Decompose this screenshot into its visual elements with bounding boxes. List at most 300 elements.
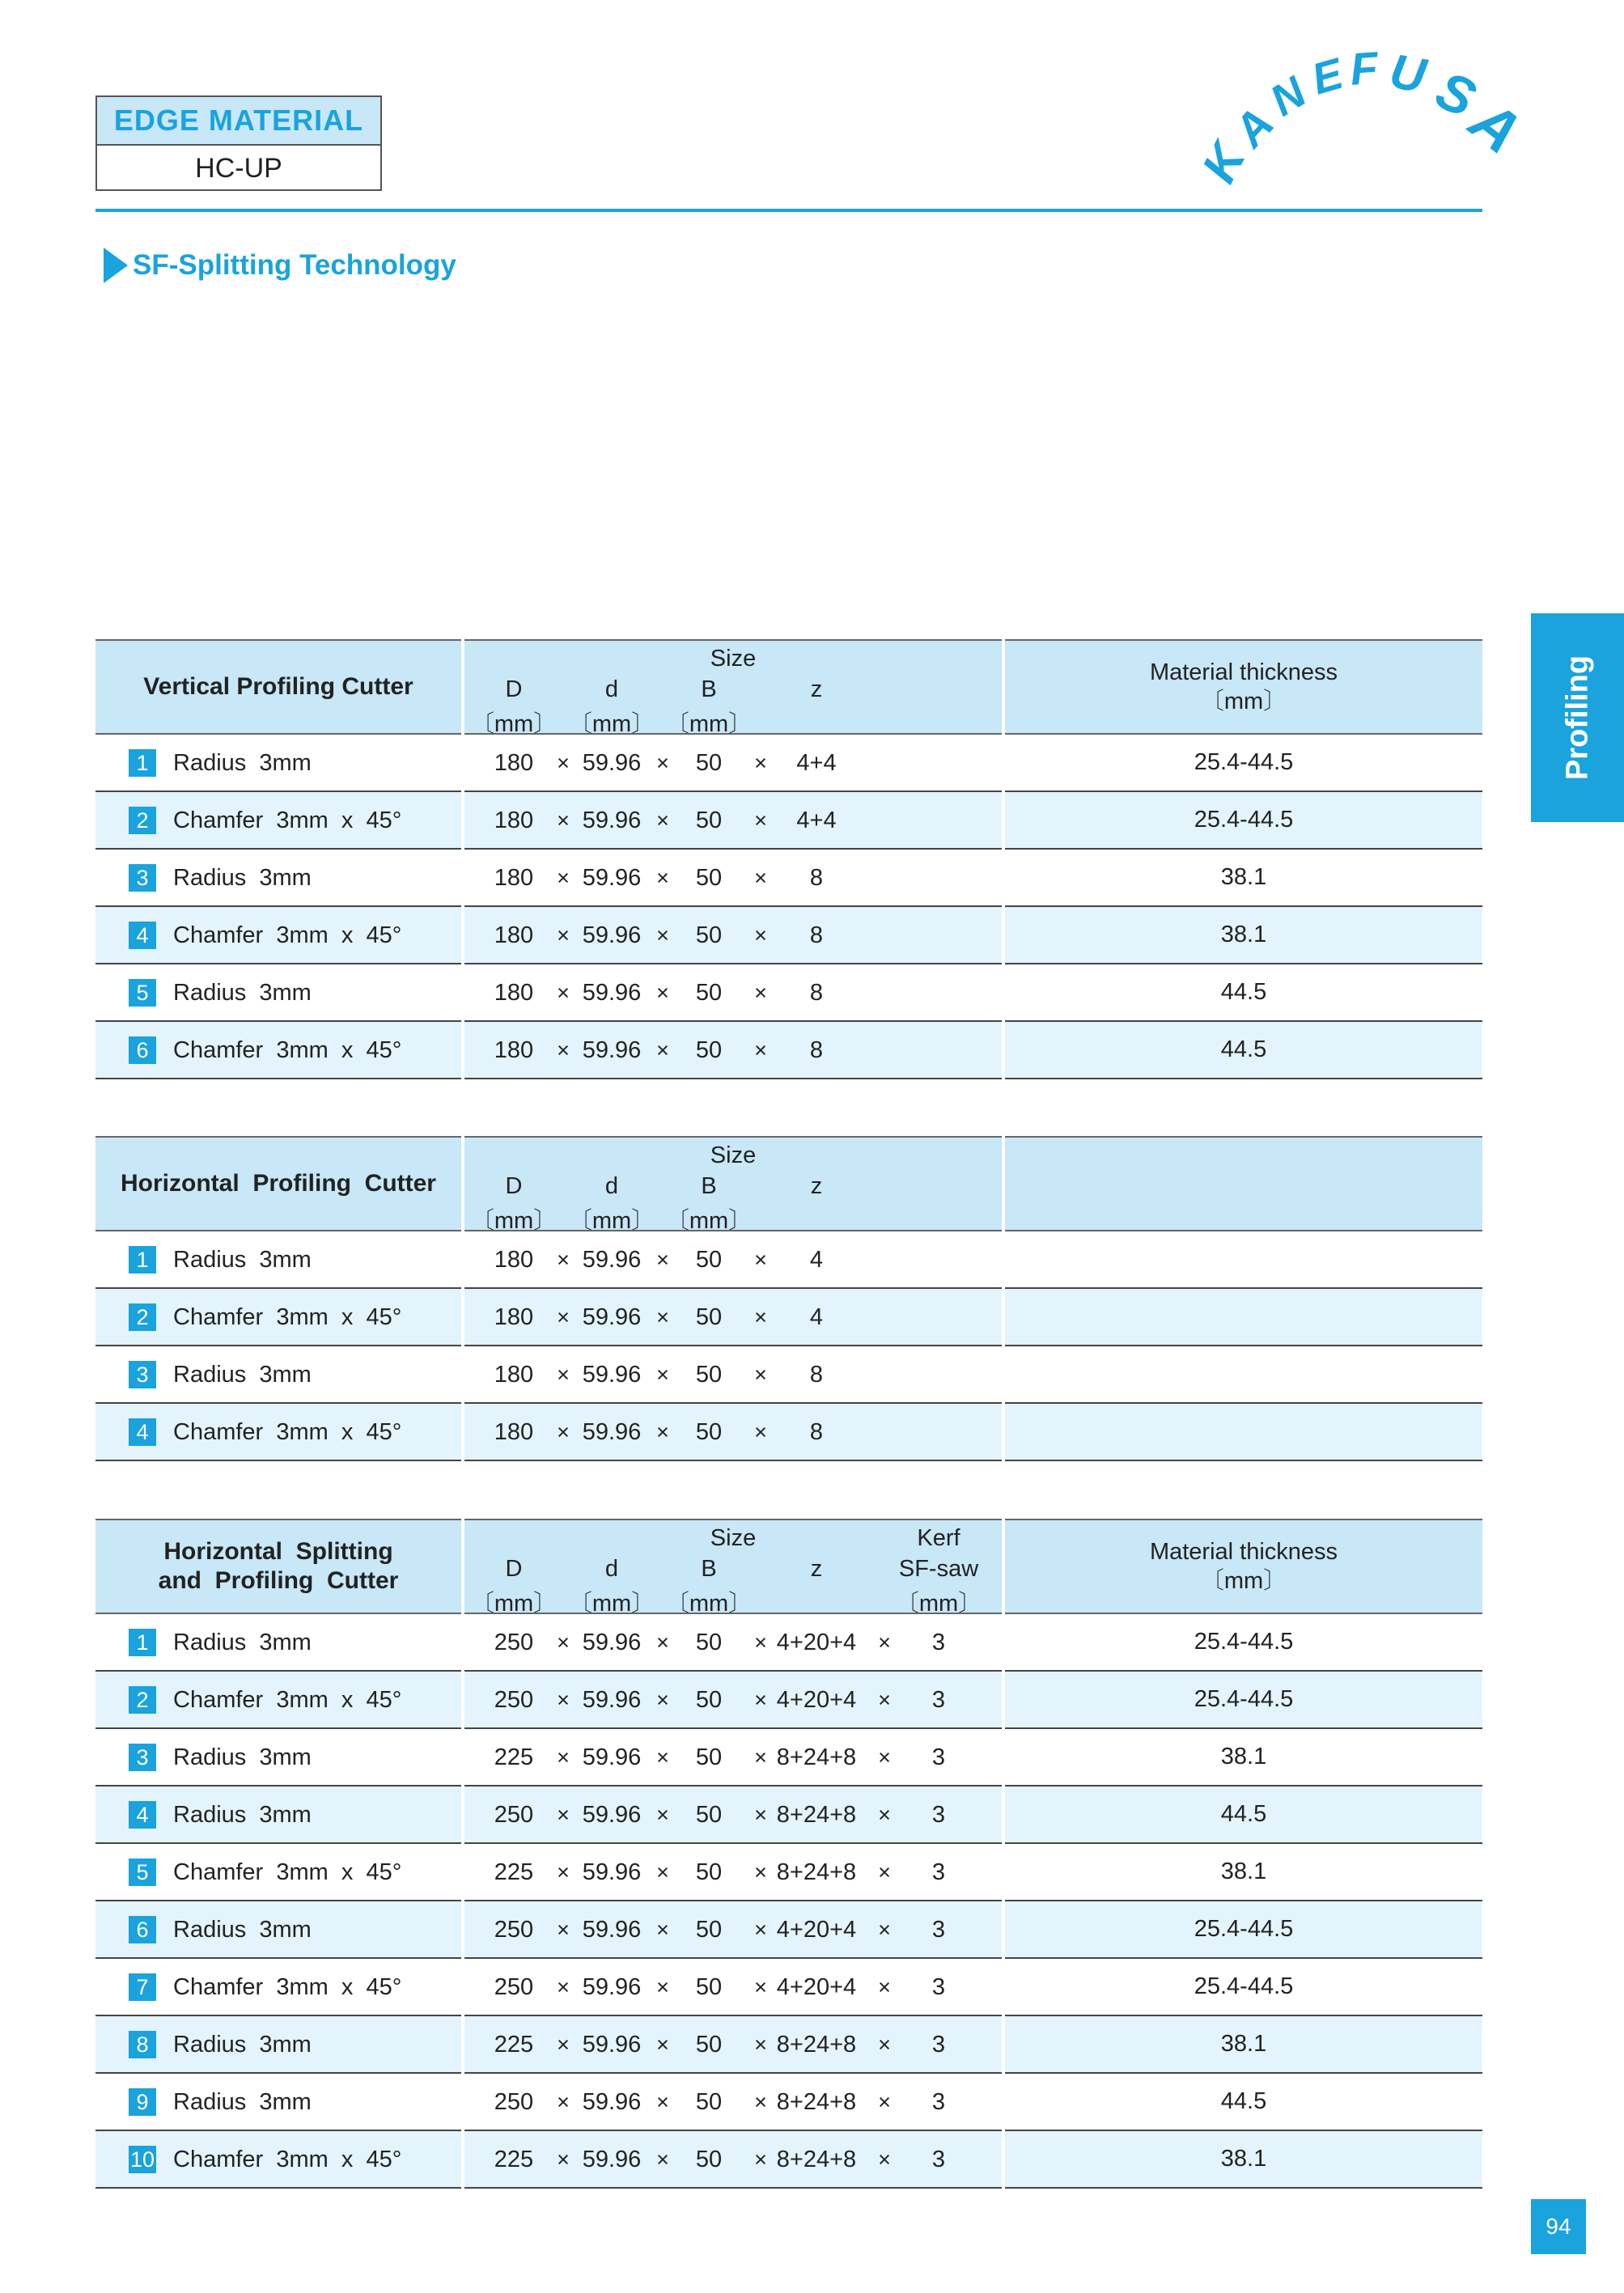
horizontal-profiling-table xyxy=(95,1136,1482,1461)
edge-material-value: HC-UP xyxy=(195,152,282,184)
value-D: 250 xyxy=(494,2089,534,2115)
value-D: 225 xyxy=(494,1859,534,1885)
row-label: Radius 3mm xyxy=(173,2089,312,2115)
col-d: d xyxy=(604,1556,619,1582)
times-icon: × xyxy=(656,2147,669,2172)
times-icon: × xyxy=(754,1803,767,1827)
value-D: 180 xyxy=(494,1247,534,1273)
value-d: 59.96 xyxy=(582,2089,642,2115)
value-z: 8+24+8 xyxy=(776,1744,857,1770)
col-D: D xyxy=(505,1173,523,1199)
times-icon: × xyxy=(754,1248,767,1272)
size-label: Size xyxy=(710,1142,757,1168)
times-icon: × xyxy=(656,2032,669,2057)
logo-letter: S xyxy=(1427,59,1485,129)
material-thickness-cell xyxy=(1005,2074,1482,2131)
times-icon: × xyxy=(656,1305,669,1329)
row-label-cell xyxy=(95,1614,461,1672)
table-row xyxy=(95,1346,1482,1404)
value-d: 59.96 xyxy=(582,1917,642,1943)
row-number-badge: 2 xyxy=(129,1303,156,1331)
value-d: 59.96 xyxy=(582,980,642,1006)
size-cell xyxy=(464,850,1002,907)
logo-letter: E xyxy=(1306,49,1348,104)
value-B: 50 xyxy=(695,2147,723,2172)
col-z: z xyxy=(810,1173,823,1199)
value-material-thickness: 38.1 xyxy=(1220,864,1267,890)
row-number-badge: 2 xyxy=(129,807,156,834)
value-D: 180 xyxy=(494,1304,534,1330)
value-material-thickness: 38.1 xyxy=(1220,922,1267,947)
value-D: 250 xyxy=(494,1974,534,2000)
table-row xyxy=(95,2074,1482,2131)
value-d: 59.96 xyxy=(582,1974,642,2000)
value-d: 59.96 xyxy=(582,1419,642,1445)
material-thickness-cell xyxy=(1005,1729,1482,1787)
times-icon: × xyxy=(557,2147,570,2172)
table-title-line1: Horizontal Splitting xyxy=(163,1538,393,1565)
row-label: Chamfer 3mm x 45° xyxy=(173,2147,402,2172)
value-z: 4+4 xyxy=(796,807,837,833)
value-D: 250 xyxy=(494,1917,534,1943)
value-d: 59.96 xyxy=(582,1247,642,1273)
times-icon: × xyxy=(557,1630,570,1655)
vertical-profiling-table xyxy=(95,639,1482,1079)
value-kerf: 3 xyxy=(931,2147,946,2172)
size-header xyxy=(464,1519,1002,1617)
row-label: Radius 3mm xyxy=(173,2032,312,2058)
table-row xyxy=(95,1231,1482,1289)
row-label: Radius 3mm xyxy=(173,1802,312,1828)
times-icon: × xyxy=(656,981,669,1005)
value-kerf: 3 xyxy=(931,1630,946,1655)
table-row xyxy=(95,907,1482,964)
material-thickness-header xyxy=(1005,1519,1482,1614)
value-D: 180 xyxy=(494,807,534,833)
material-thickness-cell xyxy=(1005,1022,1482,1079)
times-icon: × xyxy=(656,1975,669,1999)
row-number-badge: 5 xyxy=(129,1859,156,1886)
times-icon: × xyxy=(656,1248,669,1272)
unit-D: 〔mm〕 xyxy=(470,1591,558,1617)
row-label: Chamfer 3mm x 45° xyxy=(173,1304,402,1330)
size-cell xyxy=(464,1022,1002,1079)
value-D: 180 xyxy=(494,1362,534,1388)
times-icon: × xyxy=(754,1918,767,1942)
material-thickness-cell xyxy=(1005,1404,1482,1461)
unit-kerf: 〔mm〕 xyxy=(895,1591,982,1617)
value-material-thickness: 25.4-44.5 xyxy=(1194,749,1294,775)
times-icon: × xyxy=(754,923,767,947)
times-icon: × xyxy=(754,1038,767,1062)
horizontal-splitting-table xyxy=(95,1519,1482,2189)
size-cell xyxy=(464,964,1002,1022)
table-row xyxy=(95,1614,1482,1672)
size-cell xyxy=(464,1231,1002,1289)
row-label-cell xyxy=(95,1404,461,1461)
value-d: 59.96 xyxy=(582,922,642,948)
row-label: Radius 3mm xyxy=(173,1744,312,1770)
times-icon: × xyxy=(754,808,767,833)
value-d: 59.96 xyxy=(582,1630,642,1655)
row-number-badge: 5 xyxy=(129,979,156,1007)
table-title: Vertical Profiling Cutter xyxy=(95,639,461,735)
value-kerf: 3 xyxy=(931,1859,946,1885)
size-cell xyxy=(464,1614,1002,1672)
value-B: 50 xyxy=(695,1037,723,1063)
times-icon: × xyxy=(557,923,570,947)
times-icon: × xyxy=(754,981,767,1005)
value-d: 59.96 xyxy=(582,807,642,833)
times-icon: × xyxy=(754,1860,767,1884)
times-icon: × xyxy=(557,981,570,1005)
size-cell xyxy=(464,2131,1002,2189)
value-d: 59.96 xyxy=(582,1687,642,1713)
col-B: B xyxy=(701,1556,717,1582)
value-z: 8+24+8 xyxy=(776,2147,857,2172)
value-B: 50 xyxy=(695,1419,723,1445)
row-label-cell xyxy=(95,1729,461,1787)
times-icon: × xyxy=(754,751,767,775)
material-thickness-cell xyxy=(1005,907,1482,964)
row-number-badge: 6 xyxy=(129,1916,156,1943)
size-cell xyxy=(464,1289,1002,1346)
times-icon: × xyxy=(656,1803,669,1827)
section-title: SF-Splitting Technology xyxy=(133,249,456,281)
table-row xyxy=(95,1729,1482,1787)
table-row xyxy=(95,1959,1482,2016)
table-row xyxy=(95,792,1482,850)
side-tab-profiling xyxy=(1531,613,1624,822)
row-label-cell xyxy=(95,1022,461,1079)
times-icon: × xyxy=(754,1688,767,1712)
row-label: Chamfer 3mm x 45° xyxy=(173,1037,402,1063)
times-icon: × xyxy=(656,1630,669,1655)
row-number-badge: 8 xyxy=(129,2031,156,2058)
row-label: Radius 3mm xyxy=(173,865,312,891)
times-icon: × xyxy=(656,808,669,833)
col-D: D xyxy=(505,676,523,702)
row-label: Radius 3mm xyxy=(173,980,312,1006)
mt-label: Material thickness xyxy=(1149,1539,1338,1565)
value-d: 59.96 xyxy=(582,1304,642,1330)
unit-D: 〔mm〕 xyxy=(470,1208,558,1234)
value-D: 180 xyxy=(494,922,534,948)
value-z: 4 xyxy=(809,1304,824,1330)
material-thickness-cell xyxy=(1005,1901,1482,1959)
section-heading xyxy=(104,248,456,283)
value-B: 50 xyxy=(695,807,723,833)
row-number-badge: 4 xyxy=(129,1801,156,1829)
times-icon: × xyxy=(656,1420,669,1444)
unit-d: 〔mm〕 xyxy=(568,1208,655,1234)
value-B: 50 xyxy=(695,2089,723,2115)
logo-letter: F xyxy=(1348,41,1380,95)
table-header xyxy=(95,639,1482,735)
row-label: Radius 3mm xyxy=(173,1917,312,1943)
row-label-cell xyxy=(95,792,461,850)
times-icon: × xyxy=(557,1803,570,1827)
value-kerf: 3 xyxy=(931,2032,946,2058)
value-D: 180 xyxy=(494,1419,534,1445)
times-icon: × xyxy=(557,1363,570,1387)
table-row xyxy=(95,850,1482,907)
size-cell xyxy=(464,2016,1002,2074)
table-title-line2: and Profiling Cutter xyxy=(158,1567,399,1594)
value-d: 59.96 xyxy=(582,1037,642,1063)
table-row xyxy=(95,1022,1482,1079)
table-row xyxy=(95,964,1482,1022)
kerf-sub: SF-saw xyxy=(898,1556,979,1582)
value-kerf: 3 xyxy=(931,1687,946,1713)
times-icon: × xyxy=(656,1745,669,1770)
size-header xyxy=(464,1136,1002,1234)
empty-header xyxy=(1005,1136,1482,1231)
size-cell xyxy=(464,907,1002,964)
times-icon: × xyxy=(754,866,767,890)
value-D: 250 xyxy=(494,1802,534,1828)
material-thickness-cell xyxy=(1005,1959,1482,2016)
times-icon: × xyxy=(656,1860,669,1884)
times-icon: × xyxy=(557,866,570,890)
times-icon: × xyxy=(557,2032,570,2057)
value-B: 50 xyxy=(695,1687,723,1713)
value-D: 180 xyxy=(494,980,534,1006)
value-d: 59.96 xyxy=(582,2147,642,2172)
logo-letter: A xyxy=(1223,97,1283,157)
row-number-badge: 4 xyxy=(129,1418,156,1446)
times-icon: × xyxy=(557,2090,570,2114)
value-D: 180 xyxy=(494,1037,534,1063)
size-cell xyxy=(464,792,1002,850)
row-label: Chamfer 3mm x 45° xyxy=(173,1974,402,2000)
value-B: 50 xyxy=(695,1630,723,1655)
edge-material-label: EDGE MATERIAL xyxy=(97,97,380,146)
value-material-thickness: 44.5 xyxy=(1220,2088,1267,2114)
row-label: Chamfer 3mm x 45° xyxy=(173,1687,402,1713)
col-z: z xyxy=(810,676,823,702)
size-cell xyxy=(464,1787,1002,1844)
value-z: 4+20+4 xyxy=(776,1630,857,1655)
mt-label: Material thickness xyxy=(1149,659,1338,685)
times-icon: × xyxy=(878,1918,891,1942)
material-thickness-cell xyxy=(1005,1231,1482,1289)
col-d: d xyxy=(604,676,619,702)
times-icon: × xyxy=(557,751,570,775)
value-kerf: 3 xyxy=(931,1744,946,1770)
table-header xyxy=(95,1136,1482,1234)
page-number: 94 xyxy=(1531,2199,1586,2254)
times-icon: × xyxy=(754,1420,767,1444)
value-d: 59.96 xyxy=(582,1859,642,1885)
times-icon: × xyxy=(557,1305,570,1329)
logo-letter: N xyxy=(1261,67,1315,126)
row-number-badge: 1 xyxy=(129,1629,156,1656)
row-label: Radius 3mm xyxy=(173,1362,312,1388)
play-triangle-icon xyxy=(104,248,128,283)
row-number-badge: 7 xyxy=(129,1973,156,2001)
size-cell xyxy=(464,1901,1002,1959)
row-label-cell xyxy=(95,907,461,964)
row-number-badge: 6 xyxy=(129,1036,156,1064)
value-kerf: 3 xyxy=(931,1917,946,1943)
value-material-thickness: 44.5 xyxy=(1220,979,1267,1005)
material-thickness-cell xyxy=(1005,1672,1482,1729)
unit-B: 〔mm〕 xyxy=(665,711,753,737)
unit-d: 〔mm〕 xyxy=(568,1591,655,1617)
times-icon: × xyxy=(656,1688,669,1712)
size-label: Size xyxy=(710,1525,757,1551)
value-z: 8+24+8 xyxy=(776,2089,857,2115)
unit-B: 〔mm〕 xyxy=(665,1208,753,1234)
value-material-thickness: 25.4-44.5 xyxy=(1194,807,1294,833)
row-label: Chamfer 3mm x 45° xyxy=(173,1859,402,1885)
row-label-cell xyxy=(95,2074,461,2131)
times-icon: × xyxy=(557,1860,570,1884)
unit-B: 〔mm〕 xyxy=(665,1591,753,1617)
value-z: 4+20+4 xyxy=(776,1974,857,2000)
row-label: Radius 3mm xyxy=(173,1630,312,1655)
value-z: 8 xyxy=(809,865,824,891)
value-B: 50 xyxy=(695,1744,723,1770)
row-number-badge: 4 xyxy=(129,922,156,949)
row-label-cell xyxy=(95,1289,461,1346)
row-label-cell xyxy=(95,850,461,907)
value-material-thickness: 38.1 xyxy=(1220,2031,1267,2057)
table-row xyxy=(95,1672,1482,1729)
row-label: Radius 3mm xyxy=(173,1247,312,1273)
value-z: 8 xyxy=(809,980,824,1006)
material-thickness-cell xyxy=(1005,1346,1482,1404)
size-cell xyxy=(464,1844,1002,1901)
value-B: 50 xyxy=(695,1304,723,1330)
material-thickness-header xyxy=(1005,639,1482,735)
value-material-thickness: 25.4-44.5 xyxy=(1194,1916,1294,1942)
row-label: Chamfer 3mm x 45° xyxy=(173,922,402,948)
value-kerf: 3 xyxy=(931,2089,946,2115)
logo-letter: A xyxy=(1458,87,1534,167)
table-title xyxy=(95,1519,461,1614)
col-d: d xyxy=(604,1173,619,1199)
logo-letter: U xyxy=(1385,43,1431,104)
times-icon: × xyxy=(754,2032,767,2057)
size-header xyxy=(464,639,1002,735)
header-rule xyxy=(95,209,1482,212)
material-thickness-cell xyxy=(1005,1844,1482,1901)
value-B: 50 xyxy=(695,750,723,776)
times-icon: × xyxy=(878,1803,891,1827)
row-label-cell xyxy=(95,964,461,1022)
size-cell xyxy=(464,1729,1002,1787)
size-cell xyxy=(464,1404,1002,1461)
table-row xyxy=(95,2016,1482,2074)
row-number-badge: 2 xyxy=(129,1686,156,1714)
times-icon: × xyxy=(656,923,669,947)
mt-unit: 〔mm〕 xyxy=(1200,1568,1287,1594)
table-row xyxy=(95,735,1482,792)
edge-material-box xyxy=(95,95,382,191)
col-B: B xyxy=(701,676,717,702)
value-B: 50 xyxy=(695,1917,723,1943)
value-B: 50 xyxy=(695,1362,723,1388)
value-d: 59.96 xyxy=(582,1744,642,1770)
mt-unit: 〔mm〕 xyxy=(1200,689,1287,714)
value-D: 250 xyxy=(494,1687,534,1713)
material-thickness-cell xyxy=(1005,2016,1482,2074)
size-label: Size xyxy=(710,646,757,672)
times-icon: × xyxy=(656,1038,669,1062)
value-d: 59.96 xyxy=(582,2032,642,2058)
row-label-cell xyxy=(95,2016,461,2074)
value-B: 50 xyxy=(695,922,723,948)
value-B: 50 xyxy=(695,1247,723,1273)
value-D: 225 xyxy=(494,1744,534,1770)
value-B: 50 xyxy=(695,2032,723,2058)
table-row xyxy=(95,1787,1482,1844)
times-icon: × xyxy=(878,1975,891,1999)
times-icon: × xyxy=(878,1688,891,1712)
table-title: Horizontal Profiling Cutter xyxy=(95,1136,461,1231)
times-icon: × xyxy=(754,2147,767,2172)
row-label-cell xyxy=(95,1231,461,1289)
times-icon: × xyxy=(878,1860,891,1884)
value-d: 59.96 xyxy=(582,865,642,891)
value-D: 180 xyxy=(494,865,534,891)
value-z: 8+24+8 xyxy=(776,1859,857,1885)
col-B: B xyxy=(701,1173,717,1199)
value-z: 4+20+4 xyxy=(776,1917,857,1943)
value-B: 50 xyxy=(695,1974,723,2000)
row-label-cell xyxy=(95,1346,461,1404)
value-d: 59.96 xyxy=(582,750,642,776)
value-D: 180 xyxy=(494,750,534,776)
material-thickness-cell xyxy=(1005,1614,1482,1672)
row-number-badge: 10 xyxy=(129,2146,156,2173)
times-icon: × xyxy=(557,808,570,833)
value-z: 4 xyxy=(809,1247,824,1273)
size-cell xyxy=(464,735,1002,792)
times-icon: × xyxy=(656,2090,669,2114)
value-material-thickness: 38.1 xyxy=(1220,1744,1267,1770)
value-material-thickness: 25.4-44.5 xyxy=(1194,1973,1294,1999)
row-label-cell xyxy=(95,1959,461,2016)
row-number-badge: 3 xyxy=(129,864,156,892)
value-material-thickness: 38.1 xyxy=(1220,2146,1267,2172)
times-icon: × xyxy=(557,1918,570,1942)
times-icon: × xyxy=(754,1630,767,1655)
size-cell xyxy=(464,1346,1002,1404)
value-z: 8+24+8 xyxy=(776,1802,857,1828)
row-label-cell xyxy=(95,2131,461,2189)
value-z: 8 xyxy=(809,1037,824,1063)
material-thickness-cell xyxy=(1005,792,1482,850)
value-z: 8+24+8 xyxy=(776,2032,857,2058)
value-z: 8 xyxy=(809,1362,824,1388)
times-icon: × xyxy=(754,2090,767,2114)
value-D: 250 xyxy=(494,1630,534,1655)
side-tab-label: Profiling xyxy=(1560,655,1594,781)
value-B: 50 xyxy=(695,980,723,1006)
times-icon: × xyxy=(878,2147,891,2172)
value-d: 59.96 xyxy=(582,1362,642,1388)
value-B: 50 xyxy=(695,1859,723,1885)
times-icon: × xyxy=(557,1745,570,1770)
value-z: 8 xyxy=(809,1419,824,1445)
times-icon: × xyxy=(656,751,669,775)
row-label: Chamfer 3mm x 45° xyxy=(173,807,402,833)
value-B: 50 xyxy=(695,865,723,891)
times-icon: × xyxy=(557,1420,570,1444)
